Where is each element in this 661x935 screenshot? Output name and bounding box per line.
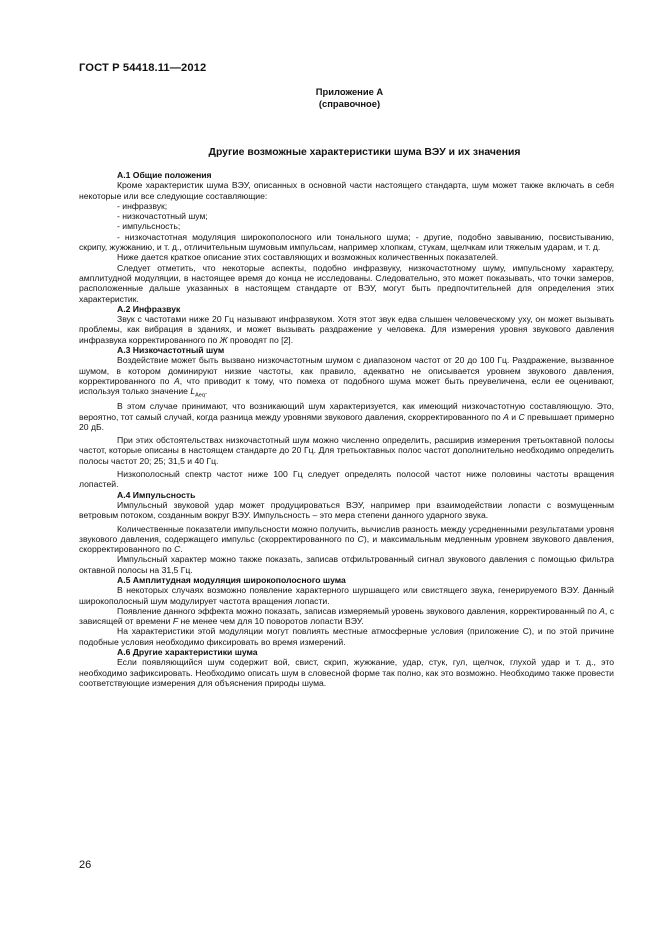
section-heading-a5: А.5 Амплитудная модуляция широкополосного шума — [117, 575, 346, 585]
page-number: 26 — [79, 859, 92, 871]
paragraph: Ниже дается краткое описание этих составляющих и возможных количественных показателей. — [117, 252, 499, 263]
list-item: - низкочастотная модуляция широкополосного или тонального шума; - другие, подобно завыванию, посвистыванию, скрипу, жужжанию, и т. д., отличительным шумовым импульсам, например хлопкам, стукам, щелчкам или тяжелым ударам, и т. д. — [79, 231, 614, 253]
list-item: - низкочастотный шум; — [117, 211, 208, 222]
paragraph: В этом случае принимают, что возникающий шум характеризуется, как имеющий низкочастотную составляющую. Это, вероятно, тот самый случай, когда разница между уровнями звукового давления, скорректированного по А и С превышает примерно 20 дБ. — [79, 401, 614, 432]
appendix-title: Другие возможные характеристики шума ВЭУ и их значения — [208, 147, 521, 158]
paragraph: Импульсный характер можно также показать, записав отфильтрованный сигнал звукового давления с помощью фильтра октавной полосы на 31,5 Гц. — [79, 554, 614, 575]
appendix-label: Приложение А — [315, 86, 384, 97]
paragraph: Импульсный звуковой удар может продуцироваться ВЭУ, например при взаимодействии лопасти с возмущенным ветровым потоком, созданным вокруг ВЭУ. Импульсность – это мера степени данного ударного звука. — [79, 499, 614, 521]
paragraph: Следует отметить, что некоторые аспекты, подобно инфразвуку, низкочастотному шуму, импульсному характеру, амплитудной модуляции, в настоящее время до конца не исследованы. Следовательно, это может показывать, что точки замеров, расположенные дальше указанных в настоящем стандарте от ВЭУ, могут быть предпочтительней для определения этих характеристик. — [79, 262, 614, 304]
section-heading-a6: А.6 Другие характеристики шума — [117, 647, 258, 658]
appendix-kind: (справочное) — [318, 98, 381, 109]
paragraph: На характеристики этой модуляции могут повлиять местные атмосферные условия (приложение С), и по этой причине подобные условия необходимо фиксировать во время измерений. — [79, 626, 614, 647]
section-heading-a4: А.4 Импульсность — [117, 489, 196, 500]
appendix-content — [79, 170, 614, 688]
section-heading-a1: А.1 Общие положения — [117, 170, 212, 180]
paragraph: В некоторых случаях возможно появление характерного шуршащего или свистящего звука, генерируемого ВЭУ. Данный широкополосный шум модулирует частота вращения лопасти. — [79, 585, 614, 606]
paragraph: Если появляющийся шум содержит вой, свист, скрип, жужжание, удар, стук, гул, щелчок, глухой удар и т. д., это необходимо зафиксировать. Необходимо описать шум в словесной форме так полно, как это возможно. Необходимо также провести соответствующие измерения для объяснения природы шума. — [79, 657, 614, 688]
document-code: ГОСТ Р 54418.11—2012 — [79, 62, 207, 74]
paragraph: При этих обстоятельствах низкочастотный шум можно численно определить, расширив измерения третьоктавной полосы частот, которые описаны в настоящем стандарте до 20 Гц. Для третьоктавных полос частот дополнительно необходимо определить полосы частот 20; 25; 31,5 и 40 Гц. — [79, 435, 614, 466]
paragraph: Воздействие может быть вызвано низкочастотным шумом с диапазоном частот от 20 до 100 Гц. Раздражение, вызванное шумом, в котором доминируют низкие частоты, как правило, адекватно не описывается уровнем звукового давления, корректированного по А, что приводит к тому, что помеха от подобного шума может быть преувеличена, если ее оценивают, используя только значение $L_{Aeq}$. — [79, 355, 615, 399]
paragraph: Появление данного эффекта можно показать, записав измеряемый уровень звукового давления, корректированный по А, с зависящей от времени F не менее чем для 10 поворотов лопасти ВЭУ. — [79, 605, 614, 627]
paragraph: Количественные показатели импульсности можно получить, вычислив разность между усредненными результатами уровня звукового давления, содержащего импульс (скорректированного по С), и максимальным медленным уровнем звукового давления, скорректированного по С. — [79, 523, 614, 555]
paragraph: Кроме характеристик шума ВЭУ, описанных в основной части настоящего стандарта, шум может также включать в себя некоторые или все следующие составляющие: — [79, 180, 614, 201]
paragraph: Звук с частотами ниже 20 Гц называют инфразвуком. Хотя этот звук едва слышен человеческому уху, он может вызывать проблемы, как вибрация в зданиях, и может вызывать раздражение у человека. Для измерения уровня звукового давления инфразвука корректированного по Ж проводят по [2]. — [79, 314, 614, 345]
section-heading-a2: А.2 Инфразвук — [117, 303, 181, 314]
list-item: - импульсность; — [117, 221, 181, 232]
paragraph: Низкополосный спектр частот ниже 100 Гц следует определять полосой частот ниже половины частоты вращения лопастей. — [79, 469, 614, 490]
list-item: - инфразвук; — [117, 200, 168, 211]
section-heading-a3: А.3 Низкочастотный шум — [117, 345, 225, 356]
appendix-header — [0, 86, 661, 110]
